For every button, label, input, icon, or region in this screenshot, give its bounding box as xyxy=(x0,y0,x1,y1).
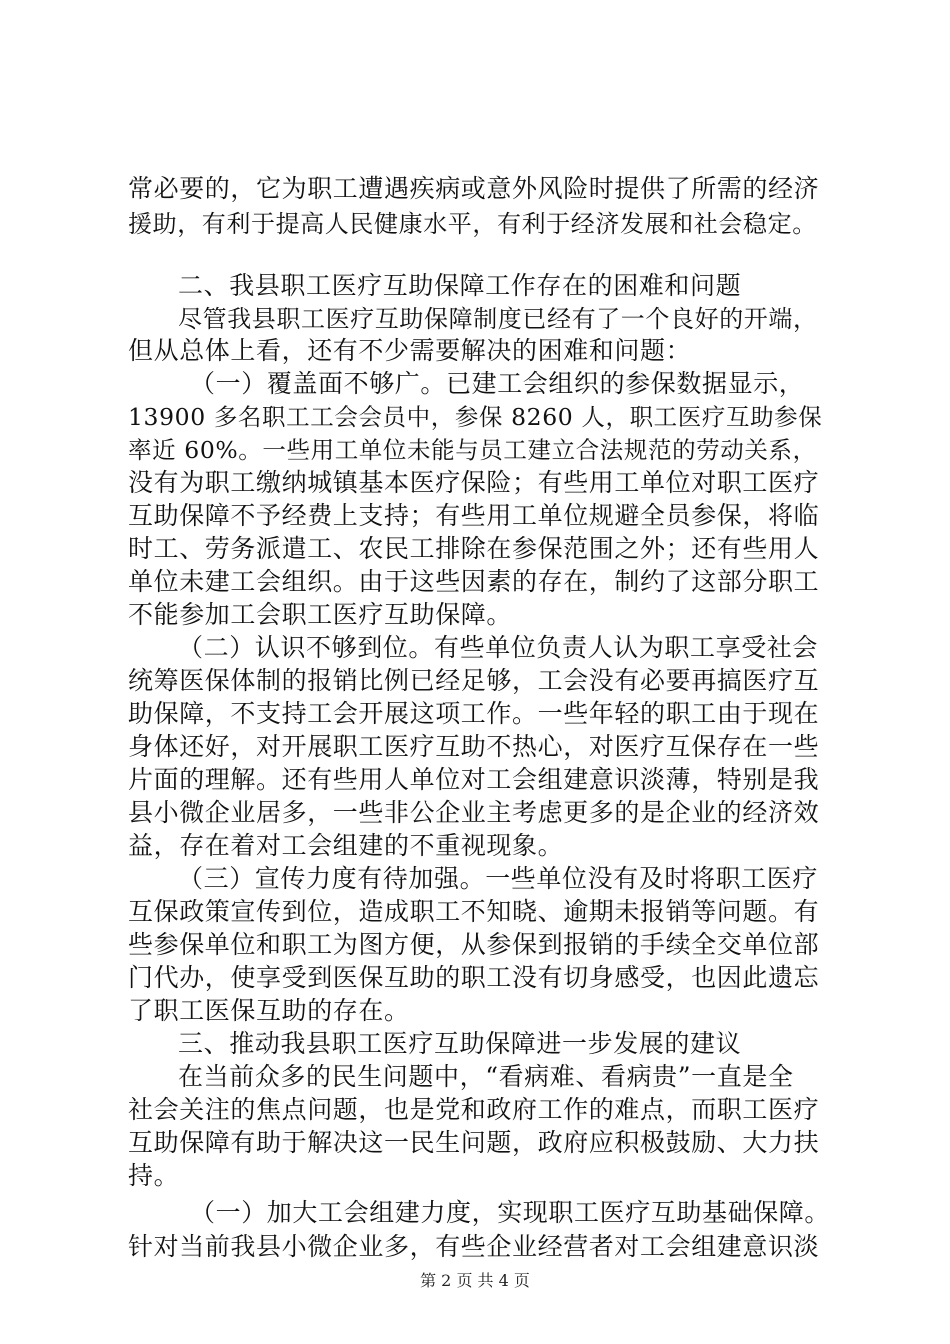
text-line: 互助保障有助于解决这一民生问题，政府应积极鼓励、大力扶 xyxy=(128,1128,820,1157)
text-line: 社会关注的焦点问题，也是党和政府工作的难点，而职工医疗 xyxy=(128,1095,820,1124)
text-line: 时工、劳务派遣工、农民工排除在参保范围之外；还有些用人 xyxy=(128,534,820,563)
text-line: 统筹医保体制的报销比例已经足够，工会没有必要再搞医疗互 xyxy=(128,666,820,695)
subsection-heading: （三）宣传力度有待加强。一些单位没有及时将职工医疗 xyxy=(178,864,819,893)
text-line: 片面的理解。还有些用人单位对工会组建意识淡薄，特别是我 xyxy=(128,765,820,794)
text-line: 门代办，使享受到医保互助的职工没有切身感受，也因此遗忘 xyxy=(128,963,820,992)
text-line: 但从总体上看，还有不少需要解决的困难和问题： xyxy=(128,336,692,365)
text-line: 单位未建工会组织。由于这些因素的存在，制约了这部分职工 xyxy=(128,567,820,596)
text-line: 益，存在着对工会组建的不重视现象。 xyxy=(128,831,564,860)
subsection-heading: （一）加大工会组建力度，实现职工医疗互助基础保障。 xyxy=(190,1198,831,1227)
subsection-heading: （一）覆盖面不够广。已建工会组织的参保数据显示， xyxy=(190,369,805,398)
text-line: 常必要的，它为职工遭遇疾病或意外风险时提供了所需的经济 xyxy=(128,174,820,203)
text-line: 些参保单位和职工为图方便，从参保到报销的手续全交单位部 xyxy=(128,930,820,959)
text-line: 持。 xyxy=(128,1161,180,1190)
text-line: 助保障，不支持工会开展这项工作。一些年轻的职工由于现在 xyxy=(128,699,820,728)
text-line: 不能参加工会职工医疗互助保障。 xyxy=(128,600,513,629)
section-heading: 三、推动我县职工医疗互助保障进一步发展的建议 xyxy=(178,1029,742,1058)
section-heading: 二、我县职工医疗互助保障工作存在的困难和问题 xyxy=(178,271,742,300)
text-line: 尽管我县职工医疗互助保障制度已经有了一个良好的开端， xyxy=(178,305,818,333)
text-line: 没有为职工缴纳城镇基本医疗保险；有些用工单位对职工医疗 xyxy=(128,468,820,497)
text-line: 率近 60%。一些用工单位未能与员工建立合法规范的劳动关系， xyxy=(128,436,817,464)
text-line: 在当前众多的民生问题中，“看病难、看病贵”一直是全 xyxy=(178,1062,794,1091)
text-line: 县小微企业居多，一些非公企业主考虑更多的是企业的经济效 xyxy=(128,798,820,827)
text-line: 身体还好，对开展职工医疗互助不热心，对医疗互保存在一些 xyxy=(128,732,820,761)
page-footer: 第 2 页 共 4 页 xyxy=(420,1271,530,1290)
text-line: 互保政策宣传到位，造成职工不知晓、逾期未报销等问题。有 xyxy=(128,897,820,926)
subsection-heading: （二）认识不够到位。有些单位负责人认为职工享受社会 xyxy=(178,633,819,662)
text-line: 援助，有利于提高人民健康水平，有利于经济发展和社会稳定。 xyxy=(128,210,817,238)
text-line: 互助保障不予经费上支持；有些用工单位规避全员参保，将临 xyxy=(128,501,820,530)
text-line: 13900 多名职工工会会员中，参保 8260 人，职工医疗互助参保 xyxy=(128,403,823,431)
text-line: 了职工医保互助的存在。 xyxy=(128,996,410,1025)
text-line: 针对当前我县小微企业多，有些企业经营者对工会组建意识淡 xyxy=(128,1232,820,1261)
